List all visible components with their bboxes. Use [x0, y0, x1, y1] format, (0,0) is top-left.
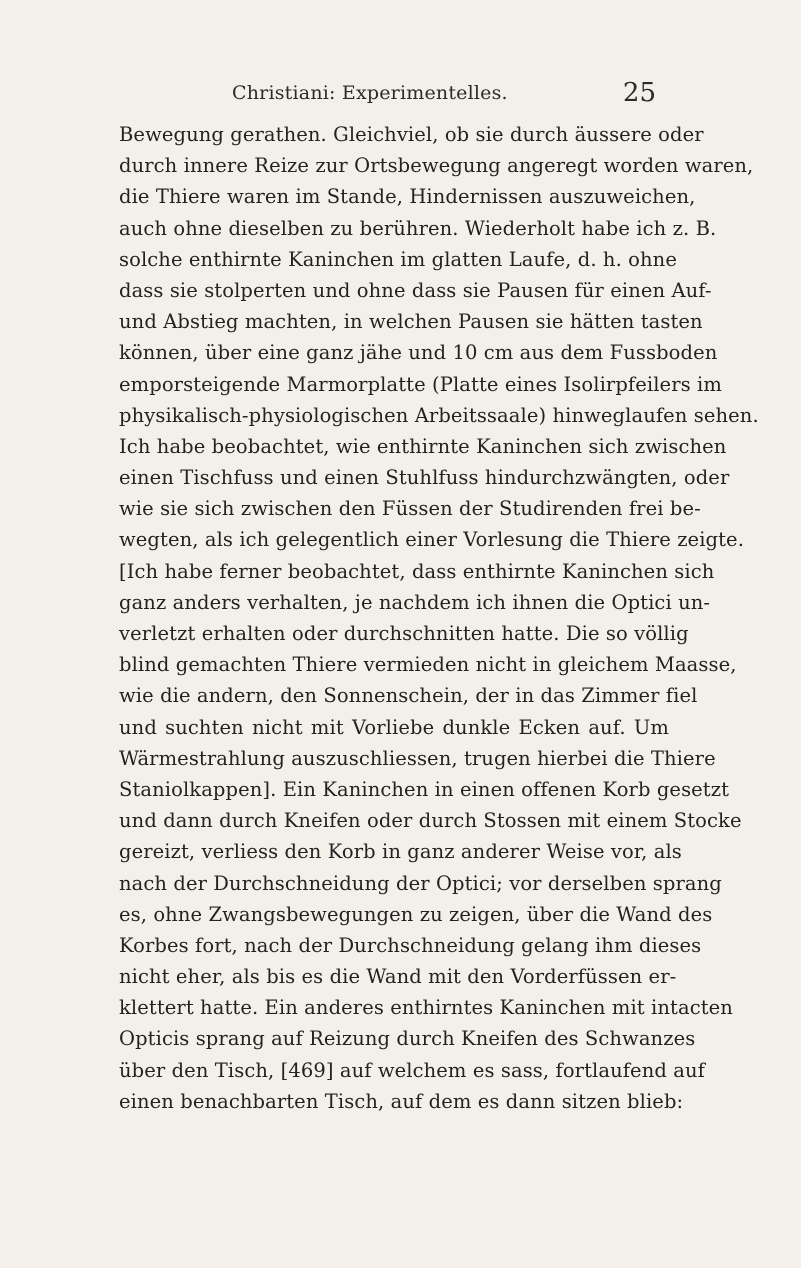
text-line: Korbes fort, nach der Durchschneidung gelang ihm dieses [119, 933, 702, 957]
text-line: und suchten nicht mit Vorliebe dunkle Ecken auf. Um [119, 715, 669, 739]
text-line: nicht eher, als bis es die Wand mit den Vorderfüssen er- [119, 965, 677, 989]
text-line: einen Tischfuss und einen Stuhlfuss hindurchzwängten, oder [119, 466, 730, 490]
text-line: über den Tisch, [469] auf welchem es sass, fortlaufend auf [119, 1058, 705, 1082]
text-line: es, ohne Zwangsbewegungen zu zeigen, über die Wand des [119, 902, 713, 926]
text-line: einen benachbarten Tisch, auf dem es dann sitzen blieb: [119, 1089, 684, 1113]
body-text [119, 119, 759, 1117]
page-header [232, 78, 662, 112]
text-line: nach der Durchschneidung der Optici; vor derselben sprang [119, 871, 722, 895]
text-line: klettert hatte. Ein anderes enthirntes Kaninchen mit intacten [119, 996, 733, 1020]
text-line: und dann durch Kneifen oder durch Stossen mit einem Stocke [119, 809, 742, 833]
text-line: die Thiere waren im Stande, Hindernissen auszuweichen, [119, 185, 696, 209]
text-line: können, über eine ganz jähe und 10 cm aus dem Fussboden [119, 341, 718, 365]
text-line: Wärmestrahlung auszuschliessen, trugen hierbei die Thiere [119, 746, 716, 770]
text-line: emporsteigende Marmorplatte (Platte eines Isolirpfeilers im [119, 372, 722, 396]
text-line: wegten, als ich gelegentlich einer Vorlesung die Thiere zeigte. [119, 528, 744, 552]
text-line: wie die andern, den Sonnenschein, der in das Zimmer fiel [119, 684, 698, 708]
text-line: verletzt erhalten oder durchschnitten hatte. Die so völlig [119, 622, 689, 645]
text-line: durch innere Reize zur Ortsbewegung angeregt worden waren, [119, 154, 754, 178]
text-line: Ich habe beobachtet, wie enthirnte Kaninchen sich zwischen [119, 434, 727, 458]
text-line: ganz anders verhalten, je nachdem ich ihnen die Optici un- [119, 590, 711, 614]
text-line: Opticis sprang auf Reizung durch Kneifen des Schwanzes [119, 1027, 696, 1051]
text-line: dass sie stolperten und ohne dass sie Pausen für einen Auf- [119, 278, 712, 302]
running-title: Christiani: Experimentelles. [232, 82, 508, 104]
text-line: wie sie sich zwischen den Füssen der Studirenden frei be- [119, 497, 701, 521]
text-line: solche enthirnte Kaninchen im glatten Laufe, d. h. ohne [119, 247, 677, 271]
text-line: [Ich habe ferner beobachtet, dass enthirnte Kaninchen sich [119, 559, 715, 583]
text-line: blind gemachten Thiere vermieden nicht in gleichem Maasse, [119, 653, 737, 677]
text-line: Staniolkappen]. Ein Kaninchen in einen offenen Korb gesetzt [119, 777, 730, 801]
text-line: gereizt, verliess den Korb in ganz anderer Weise vor, als [119, 840, 682, 864]
text-line: und Abstieg machten, in welchen Pausen sie hätten tasten [119, 310, 703, 334]
text-line: Bewegung gerathen. Gleichviel, ob sie durch äussere oder [119, 123, 704, 146]
text-line: physikalisch-physiologischen Arbeitssaale) hinweglaufen sehen. [119, 403, 759, 427]
page-number: 25 [622, 78, 656, 108]
text-line: auch ohne dieselben zu berühren. Wiederholt habe ich z. B. [119, 216, 717, 240]
